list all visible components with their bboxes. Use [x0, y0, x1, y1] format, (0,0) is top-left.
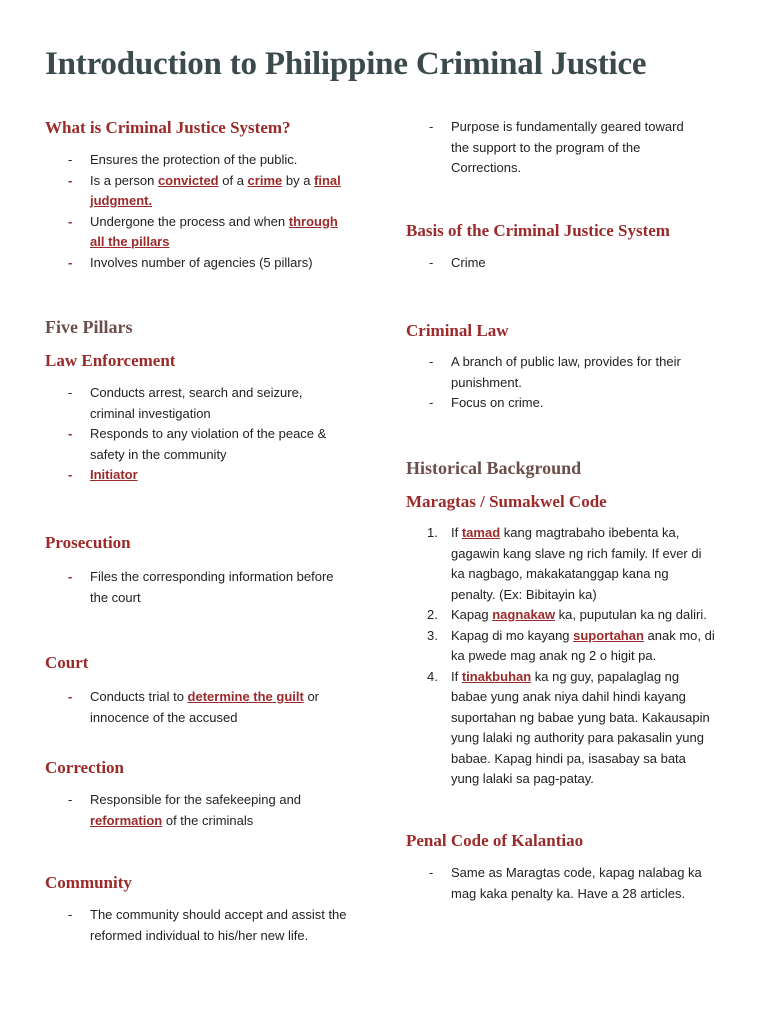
kalantiao-list	[429, 863, 751, 904]
prosecution-list	[68, 567, 390, 608]
list-item: 2. Kapag nagnakaw ka, puputulan ka ng daliri.	[427, 607, 707, 622]
correction-list	[68, 790, 390, 831]
law-enforcement-list	[68, 383, 390, 486]
list-item: - Responds to any violation of the peace & safety in the community	[68, 426, 327, 462]
list-item: 1. If tamad kang magtrabaho ibebenta ka, gagawin kang slave ng rich family. If ever di ka nagbago, makakatanggap kana ng penalty. (Ex: Bibitayin ka)	[427, 525, 702, 602]
heading-five-pillars: Five Pillars	[45, 317, 133, 337]
heading-historical-background: Historical Background	[406, 458, 582, 478]
heading-correction: Correction	[45, 758, 124, 777]
purpose-list	[429, 117, 751, 179]
heading-what-is-cjs: What is Criminal Justice System?	[45, 118, 291, 137]
heading-community: Community	[45, 873, 132, 892]
list-item: - Purpose is fundamentally geared toward the support to the program of the Corrections.	[429, 119, 684, 175]
what-is-cjs-list	[68, 150, 390, 273]
heading-court: Court	[45, 653, 89, 672]
list-item: - Conducts trial to determine the guilt or innocence of the accused	[68, 689, 320, 725]
heading-basis: Basis of the Criminal Justice System	[406, 221, 670, 240]
list-item: - Undergone the process and when through all the pillars	[68, 213, 338, 249]
list-item: - Is a person convicted of a crime by a final judgment.	[68, 172, 341, 208]
maragtas-list	[427, 523, 751, 790]
heading-prosecution: Prosecution	[45, 533, 131, 552]
list-item: - Ensures the protection of the public.	[68, 152, 298, 167]
list-item: - Initiator	[68, 467, 138, 482]
list-item: - Responsible for the safekeeping and reformation of the criminals	[68, 792, 302, 828]
criminal-law-list	[429, 352, 751, 414]
basis-list	[429, 253, 751, 274]
list-item: - Focus on crime.	[429, 395, 544, 410]
list-item: 4. If tinakbuhan ka ng guy, papalaglag ng babae yung anak niya dahil hindi kayang suportahan ng babae yung bata. Kakausapin yung lalaki ng authority para pakasalin yung babae. Kapag hindi pa, isasabay sa bata yung lalaki sa pag-patay.	[427, 668, 710, 786]
court-list	[68, 687, 390, 728]
list-item: - Involves number of agencies (5 pillars)	[68, 254, 313, 270]
page-title: Introduction to Philippine Criminal Justice	[45, 46, 647, 82]
heading-kalantiao: Penal Code of Kalantiao	[406, 831, 584, 850]
list-item: - Same as Maragtas code, kapag nalabag ka mag kaka penalty ka. Have a 28 articles.	[429, 865, 702, 901]
list-item: - A branch of public law, provides for their punishment.	[429, 354, 681, 390]
list-item: - Conducts arrest, search and seizure, criminal investigation	[68, 385, 303, 421]
list-item: - Crime	[429, 255, 486, 270]
heading-law-enforcement: Law Enforcement	[45, 351, 176, 370]
heading-criminal-law: Criminal Law	[406, 321, 509, 340]
community-list	[68, 905, 390, 946]
heading-maragtas: Maragtas / Sumakwel Code	[406, 492, 607, 511]
list-item: - The community should accept and assist the reformed individual to his/her new life.	[68, 907, 347, 943]
list-item: - Files the corresponding information before the court	[68, 569, 334, 605]
list-item: 3. Kapag di mo kayang suportahan anak mo, di ka pwede mag anak ng 2 o higit pa.	[427, 627, 715, 663]
